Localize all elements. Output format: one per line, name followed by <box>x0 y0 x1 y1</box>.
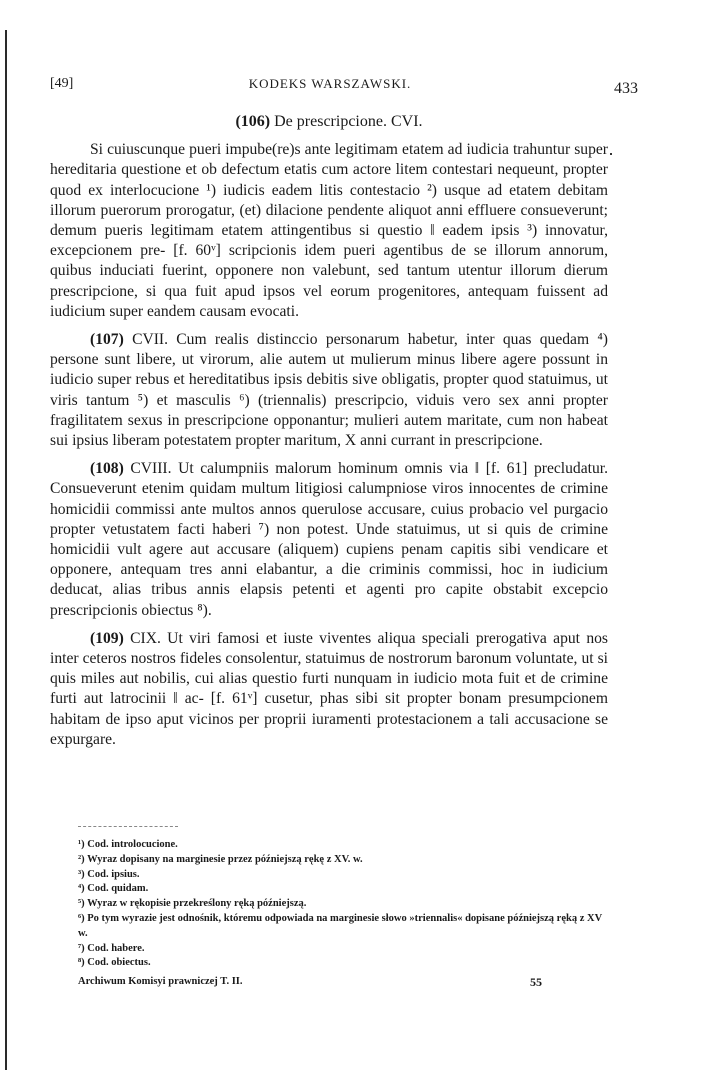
scan-edge-line <box>5 30 7 1070</box>
paragraph-number: (107) <box>90 331 124 349</box>
paragraph-number: (108) <box>90 460 124 478</box>
footnote: ¹) Cod. introlocucione. <box>78 839 178 850</box>
margin-mark <box>610 153 612 155</box>
paragraph-106 <box>50 140 608 322</box>
paragraph-text: CVII. Cum realis distinccio personarum habetur, inter quas quedam ⁴) persone sunt libere, ut virorum, alie autem ut mulierum minus libere agere possunt in iudicio super rebus et hereditatibus ipsis debitis sive obligatis, propter quod statuimus, ut viris tantum ⁵) et masculis ⁶) (triennalis) prescripcio, viduis vero sex anni propter fragilitatem sexus in prescripcione opponantur; mulieri autem maritate, cum non habeat sui ipsius liberam potestatem propter maritum, X anni currant in prescripcione. <box>50 331 608 450</box>
signature-line <box>50 975 610 991</box>
paragraph-text: CIX. Ut viri famosi et iuste viventes aliqua speciali prerogativa aput nos inter ceteros nostros fideles consolentur, statuimus de nostrorum baronum voluntate, ut si quis miles aut nobilis, cui alias questio furti nunquam in iudicio mota fuit et de crimine furti aut latrocinii ‖ ac- [f. 61ᵛ] cusetur, phas sibi sit propter bonam presumpcionem habitam de ipso aput vicinos per proprii iuramenti protestacionem a tali accusacione se expurgare. <box>50 629 608 748</box>
footnote: ⁶) Po tym wyrazie jest odnośnik, któremu odpowiada na marginesie słowo »triennalis« dopisane późniejszą ręką z XV w. <box>78 912 602 939</box>
footnote: ⁴) Cod. quidam. <box>78 883 149 895</box>
sheet-signature: 55 <box>530 975 542 990</box>
archive-title: Archiwum Komisyi prawniczej T. II. <box>78 976 243 988</box>
paragraph-text: Si cuiuscunque pueri impube(re)s ante legitimam etatem ad iudicia trahuntur super hereditaria questione et ob defectum etatis cum actore litem contestari nequeunt, propter quod ex interlocucione ¹) iudicis eadem litis contestacio ²) usque ad etatem debitam illorum puerorum prorogatur, (et) dilacione pendente aliquot anni effluere consueverunt; demum pueris legitimam etatem attingentibus si questio ‖ eadem ipsis ³) innovatur, excepcionem pre- [f. 60ᵛ] scripcionis idem pueri agentibus de se illorum annorum, quibus induciati fuerint, opponere non valebunt, sed tantum utentur illorum dierum prescripcione, si qua fuit apud ipsos vel eorum progenitores, antequam fuissent ad iudicium super eandem causam evocati. <box>50 141 608 320</box>
section-heading: De prescripcione. CVI. <box>274 113 423 130</box>
paragraph-number: (109) <box>90 629 124 647</box>
footnote: ³) Cod. ipsius. <box>78 868 140 880</box>
page-number: 433 <box>614 80 638 97</box>
main-text <box>50 112 608 758</box>
footnote: ²) Wyraz dopisany na marginesie przez późniejszą rękę z XV. w. <box>78 853 363 865</box>
paragraph-107 <box>50 330 608 451</box>
page-header <box>50 70 638 97</box>
footnotes <box>50 838 610 991</box>
section-title <box>50 112 608 132</box>
footnote: ⁷) Cod. habere. <box>78 942 145 954</box>
paragraph-109 <box>50 629 608 750</box>
paragraph-text: CVIII. Ut calumpniis malorum hominum omnis via ‖ [f. 61] precludatur. Consueverunt etenim quidam multum litigiosi calumpniose viros innocentes de crimine homicidii commissi ante multos annos querulose accusare, cuius probacio vel purgacio propter vetustatem facti haberi ⁷) non potest. Unde statuimus, ut si quis de crimine homicidii vult agere aut accusare (aliquem) cupiens penam capitis sibi vendicare et opponere, antequam tres anni elabantur, a die criminis commissi, hoc in iudicium deducat, alias tribus annis elapsis petenti et agenti pro capite obstabit excepcio prescripcionis obiectus ⁸). <box>50 460 608 619</box>
footnote: ⁵) Wyraz w rękopisie przekreślony ręką późniejszą. <box>78 898 307 910</box>
running-title: KODEKS WARSZAWSKI. <box>248 76 412 91</box>
footnote: ⁸) Cod. obiectus. <box>78 957 151 969</box>
footnote-separator <box>78 826 178 827</box>
section-number: (106) <box>235 113 271 130</box>
page-ref: [49] <box>50 76 74 91</box>
paragraph-108 <box>50 459 608 621</box>
